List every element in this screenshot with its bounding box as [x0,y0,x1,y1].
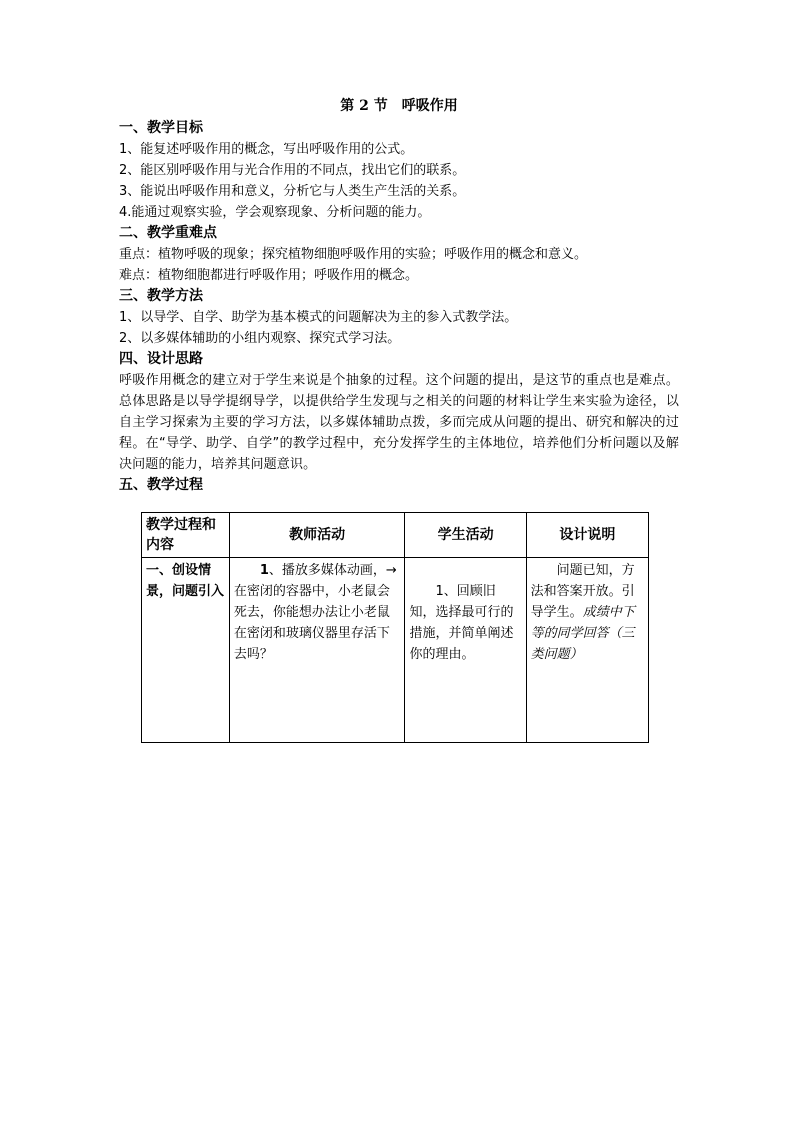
design-note-text: 问题已知，方法和答案开放。引导学生。 [530,563,635,620]
objective-item: 3、能说出呼吸作用和意义，分析它与人类生产生活的关系。 [119,184,466,199]
section-heading-key-points: 二、教学重难点 [119,225,217,241]
key-point-item: 重点：植物呼吸的现象；探究植物细胞呼吸作用的实验；呼吸作用的概念和意义。 [119,247,588,262]
design-note-italic: 成绩中下等的同学回答（三类问题） [530,605,635,662]
header-student: 学生活动 [405,513,526,558]
page-title: 第 2 节 呼吸作用 [340,98,458,114]
section-heading-design-ideas: 四、设计思路 [119,351,203,367]
header-design: 设计说明 [526,513,648,558]
method-item: 1、以导学、自学、助学为基本模式的问题解决为主的参入式教学法。 [119,310,518,325]
teacher-step-text: 、播放多媒体动画，→在密闭的容器中，小老鼠会死去，你能想办法让小老鼠在密闭和玻璃仪器里存活下去吗？ [233,563,397,662]
stage-cell: 一、创设情景，问题引入 [142,558,230,743]
design-ideas-paragraph: 呼吸作用概念的建立对于学生来说是个抽象的过程。这个问题的提出，是这节的重点也是难点。总体思路是以导学提纲导学，以提供给学生发现与之相关的问题的材料让学生来实验为途径，以自主学习探索为主要的学习方法，以多媒体辅助点拨，多而完成从问题的提出、研究和解决的过程。在“导学、助学、自学”的教学过程中，充分发挥学生的主体地位，培养他们分析问题以及解决问题的能力，培养其问题意识。 [119,373,679,472]
teacher-cell [229,558,405,743]
design-cell [526,558,648,743]
objective-item: 2、能区别呼吸作用与光合作用的不同点，找出它们的联系。 [119,163,466,178]
method-item: 2、以多媒体辅助的小组内观察、探究式学习法。 [119,331,401,346]
document-page [119,96,679,496]
table-row [142,558,649,743]
table-header-row [142,513,649,558]
teaching-process-table [141,512,649,743]
header-teacher: 教师活动 [229,513,405,558]
key-point-item: 难点：植物细胞都进行呼吸作用；呼吸作用的概念。 [119,268,419,283]
student-cell [405,558,526,743]
section-heading-objectives: 一、教学目标 [119,120,203,136]
header-stage: 教学过程和内容 [142,513,230,558]
objective-item: 4.能通过观察实验，学会观察现象、分析问题的能力。 [119,205,431,220]
student-activity-text: 1、回顾旧知，选择最可行的措施，并简单阐述你的理由。 [409,584,514,662]
teacher-step-number: 1 [259,563,269,578]
section-heading-process: 五、教学过程 [119,477,203,493]
section-heading-methods: 三、教学方法 [119,288,203,304]
objective-item: 1、能复述呼吸作用的概念，写出呼吸作用的公式。 [119,142,414,157]
